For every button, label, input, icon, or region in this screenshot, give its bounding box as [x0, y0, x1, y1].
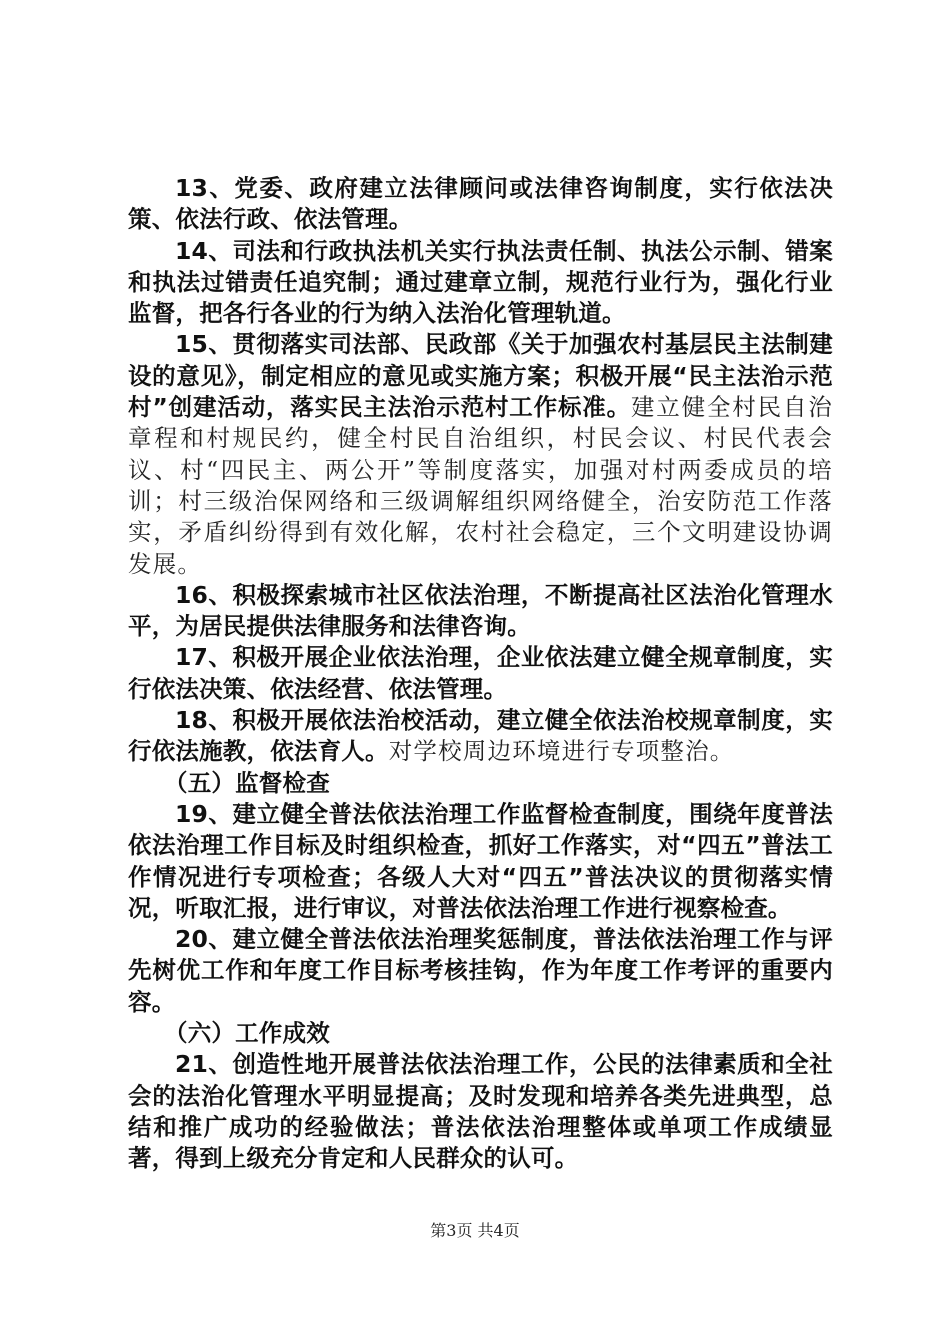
paragraph-15 — [128, 329, 833, 579]
paragraph-15-extra-text: 建立健全村民自治章程和村规民约，健全村民自治组织，村民会议、村民代表会议、村“四民主、两公开”等制度落实，加强对村两委成员的培训；村三级治保网络和三级调解组织网络健全，治安防范工作落实，矛盾纠纷得到有效化解，农村社会稳定，三个文明建设协调发展。 — [128, 393, 833, 578]
paragraph-20 — [128, 924, 833, 1018]
paragraph-13 — [128, 173, 833, 236]
section-heading-supervision — [128, 768, 833, 799]
paragraph-13-text: 13、党委、政府建立法律顾问或法律咨询制度，实行依法决策、依法行政、依法管理。 — [128, 174, 833, 234]
paragraph-20-text: 20、建立健全普法依法治理奖惩制度，普法依法治理工作与评先树优工作和年度工作目标考核挂钩，作为年度工作考评的重要内容。 — [128, 925, 833, 1016]
paragraph-17-text: 17、积极开展企业依法治理，企业依法建立健全规章制度，实行依法决策、依法经营、依法管理。 — [128, 643, 833, 703]
paragraph-19 — [128, 799, 833, 924]
paragraph-18 — [128, 705, 833, 768]
paragraph-18-extra-text: 对学校周边环境进行专项整治。 — [388, 737, 735, 766]
document-body — [128, 173, 833, 1175]
paragraph-15-text: 15、贯彻落实司法部、民政部《关于加强农村基层民主法制建设的意见》，制定相应的意见或实施方案；积极开展“民主法治示范村”创建活动，落实民主法治示范村工作标准。 — [128, 330, 833, 422]
page-footer — [0, 1218, 950, 1241]
paragraph-18-text: 18、积极开展依法治校活动，建立健全依法治校规章制度，实行依法施教，依法育人。 — [128, 706, 833, 766]
paragraph-21-text: 21、创造性地开展普法依法治理工作，公民的法律素质和全社会的法治化管理水平明显提高；及时发现和培养各类先进典型，总结和推广成功的经验做法；普法依法治理整体或单项工作成绩显著，得到上级充分肯定和人民群众的认可。 — [128, 1050, 833, 1173]
page-number-label: 第3页 共4页 — [430, 1221, 520, 1240]
paragraph-14 — [128, 236, 833, 330]
paragraph-21 — [128, 1049, 833, 1174]
section-heading-results — [128, 1018, 833, 1049]
paragraph-14-text: 14、司法和行政执法机关实行执法责任制、执法公示制、错案和执法过错责任追究制；通过建章立制，规范行业行为，强化行业监督，把各行各业的行为纳入法治化管理轨道。 — [128, 236, 833, 328]
section-heading-supervision-text: （五）监督检查 — [164, 768, 330, 797]
section-heading-results-text: （六）工作成效 — [164, 1019, 330, 1048]
paragraph-19-text: 19、建立健全普法依法治理工作监督检查制度，围绕年度普法依法治理工作目标及时组织检查，抓好工作落实，对“四五”普法工作情况进行专项检查；各级人大对“四五”普法决议的贯彻落实情况，听取汇报，进行审议，对普法依法治理工作进行视察检查。 — [128, 799, 833, 922]
paragraph-16-text: 16、积极探索城市社区依法治理，不断提高社区法治化管理水平，为居民提供法律服务和法律咨询。 — [128, 580, 833, 641]
paragraph-16 — [128, 580, 833, 643]
paragraph-17 — [128, 642, 833, 705]
